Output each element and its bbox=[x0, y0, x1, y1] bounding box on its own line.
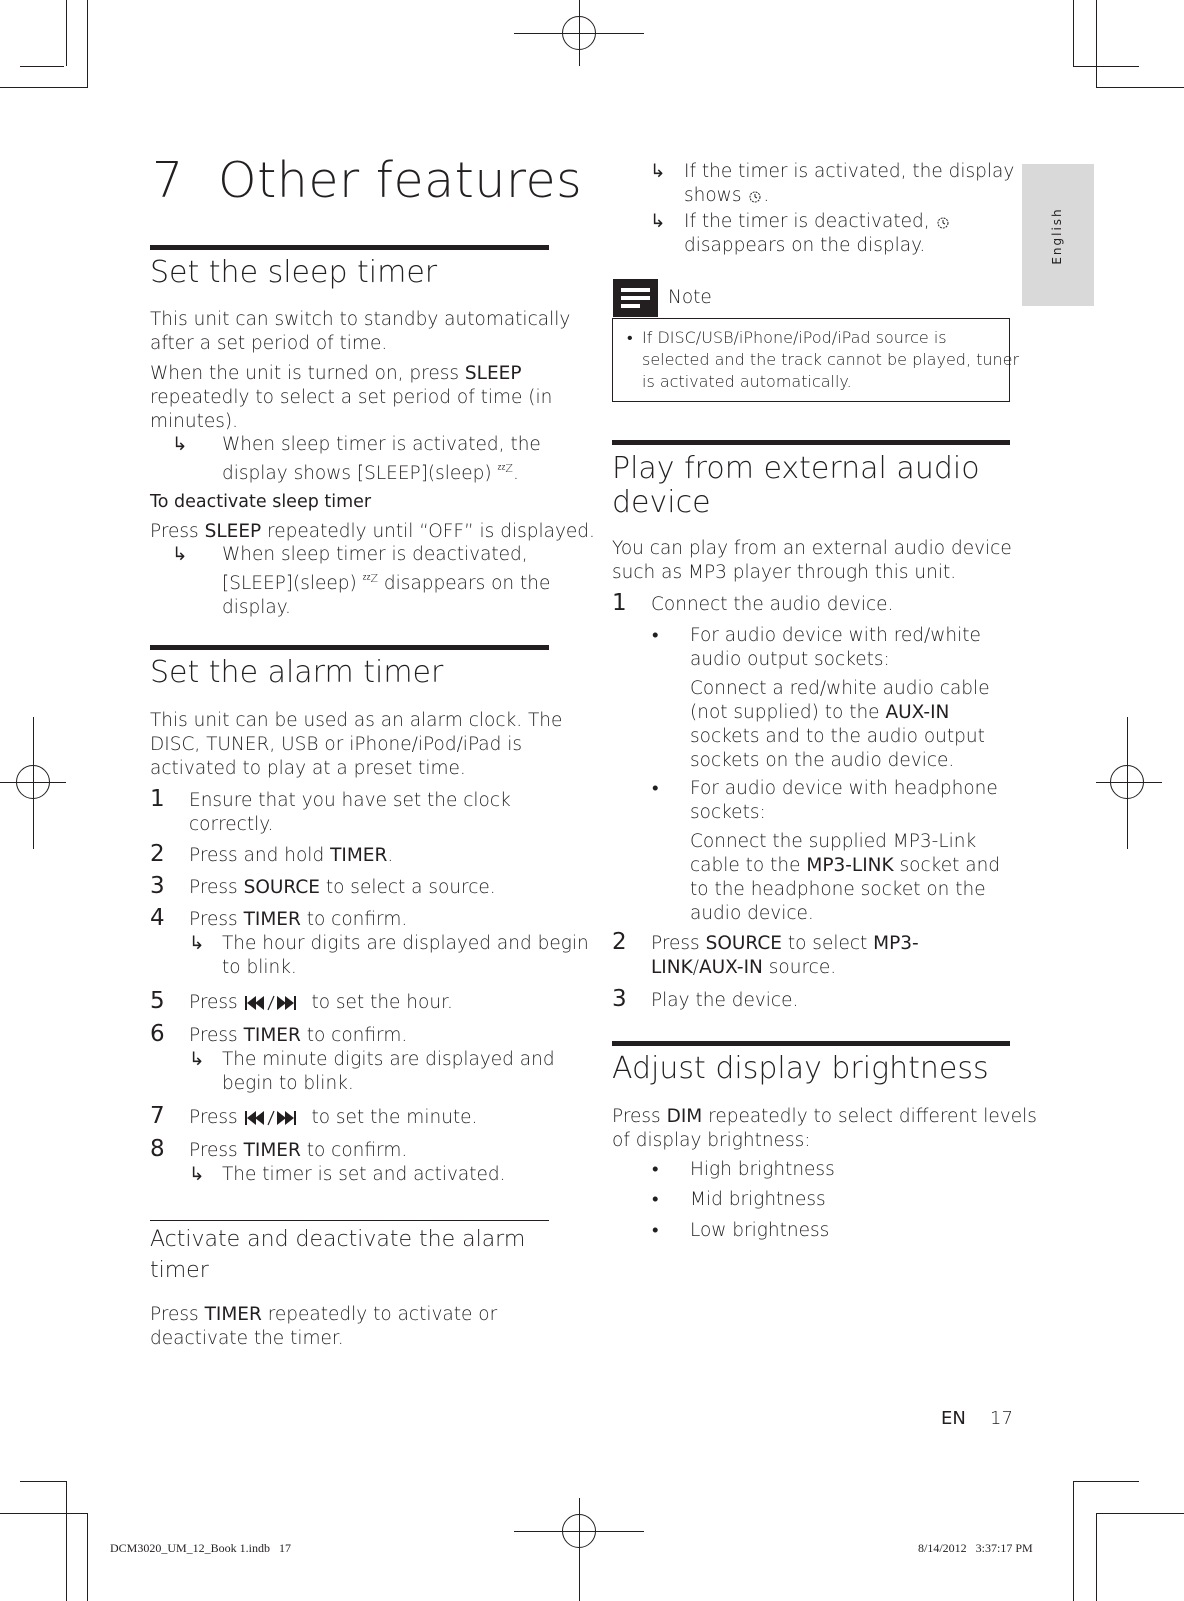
print-slug-date: 8/14/2012 3:37:17 PM bbox=[918, 1541, 1033, 1555]
text-span: to confirm. bbox=[300, 909, 408, 930]
text-span: When the unit is turned on, press bbox=[150, 363, 465, 384]
external-intro bbox=[612, 537, 1012, 585]
key-link: LINK bbox=[651, 957, 693, 978]
step-text bbox=[189, 1024, 407, 1048]
key-sleep: SLEEP bbox=[204, 521, 262, 542]
brightness-instruction bbox=[612, 1105, 1037, 1153]
text-line: audio device. bbox=[690, 903, 814, 924]
bullet-icon: • bbox=[627, 328, 633, 347]
text-line: The hour digits are displayed and begin bbox=[222, 933, 589, 954]
step-text bbox=[189, 991, 453, 1015]
text-span: Press bbox=[189, 1140, 244, 1161]
registration-circle bbox=[562, 16, 596, 50]
note-icon bbox=[613, 279, 658, 317]
crop-mark bbox=[66, 0, 67, 66]
text-line: shows . bbox=[684, 185, 770, 206]
text-line bbox=[651, 932, 919, 956]
text-line: Ensure that you have set the clock bbox=[189, 790, 511, 811]
text-span: Press bbox=[189, 877, 244, 898]
text-line bbox=[150, 362, 552, 386]
sleep-heading: Set the sleep timer bbox=[150, 255, 438, 290]
crop-mark bbox=[1096, 1513, 1097, 1601]
step-number: 7 bbox=[150, 1103, 165, 1129]
text-line: to the headphone socket on the bbox=[690, 879, 986, 900]
step-text bbox=[189, 908, 407, 932]
text-line bbox=[651, 956, 919, 980]
crop-mark bbox=[1096, 0, 1097, 88]
text-line: If DISC/USB/iPhone/iPod/iPad source is bbox=[642, 328, 947, 347]
crop-mark bbox=[66, 1481, 67, 1601]
registration-circle bbox=[16, 765, 50, 799]
text-span: Press bbox=[189, 1107, 244, 1128]
sleep-intro bbox=[150, 308, 570, 356]
step-number: 6 bbox=[150, 1021, 165, 1047]
text-span: Press and hold bbox=[189, 845, 331, 866]
external-audio-heading bbox=[612, 452, 980, 520]
text-span: to confirm. bbox=[300, 1140, 408, 1161]
text-line: DISC, TUNER, USB or iPhone/iPod/iPad is bbox=[150, 734, 523, 755]
crop-mark bbox=[1073, 1481, 1074, 1601]
result-arrow-icon: ↳ bbox=[189, 933, 205, 954]
text-span: Press bbox=[189, 909, 244, 930]
text-span: Press bbox=[150, 521, 205, 542]
text-line: to blink. bbox=[222, 957, 297, 978]
text-line: When sleep timer is deactivated, bbox=[222, 544, 528, 565]
text-line: The timer is set and activated. bbox=[222, 1164, 506, 1185]
text-line bbox=[690, 854, 1000, 878]
brightness-level-label: High brightness bbox=[690, 1159, 835, 1180]
alarm-clock-icon bbox=[747, 188, 763, 204]
chapter-title bbox=[152, 152, 582, 209]
text-line bbox=[222, 567, 550, 596]
step-number: 1 bbox=[150, 786, 165, 812]
language-tab bbox=[1022, 164, 1094, 306]
text-span: Press bbox=[651, 933, 706, 954]
step-number: 3 bbox=[150, 873, 165, 899]
text-line: disappears on the display. bbox=[684, 235, 926, 256]
text-line: The minute digits are displayed and bbox=[222, 1049, 555, 1070]
text-line: When sleep timer is activated, the bbox=[222, 434, 541, 455]
key-mp3: MP3- bbox=[873, 933, 919, 954]
registration-circle bbox=[1110, 765, 1144, 799]
brightness-level-label: Mid brightness bbox=[690, 1189, 826, 1210]
text-span: / bbox=[692, 957, 699, 978]
key-timer: TIMER bbox=[330, 845, 388, 866]
bullet-text bbox=[690, 624, 990, 773]
section-rule bbox=[612, 1041, 1010, 1046]
key-timer: TIMER bbox=[243, 1025, 301, 1046]
step-number: 3 bbox=[612, 986, 627, 1012]
subsection-rule bbox=[150, 1220, 549, 1221]
alarm-heading: Set the alarm timer bbox=[150, 655, 444, 690]
key-timer: TIMER bbox=[243, 1140, 301, 1161]
step-text: Connect the audio device. bbox=[651, 594, 894, 615]
text-line: device bbox=[612, 485, 711, 520]
text-line: This unit can switch to standby automatically bbox=[150, 309, 571, 330]
page-number: 17 bbox=[990, 1408, 1013, 1429]
text-span: source. bbox=[762, 957, 837, 978]
text-line: minutes). bbox=[150, 411, 238, 432]
chapter-number: 7 bbox=[152, 152, 184, 209]
crop-mark bbox=[1073, 66, 1139, 67]
text-line bbox=[612, 1105, 1037, 1129]
text-span: Press bbox=[189, 1025, 244, 1046]
step-text: Play the device. bbox=[651, 990, 799, 1011]
key-aux-in: AUX-IN bbox=[698, 957, 763, 978]
key-timer: TIMER bbox=[204, 1304, 262, 1325]
deactivate-sleep-instruction bbox=[150, 520, 595, 544]
text-line: such as MP3 player through this unit. bbox=[612, 562, 957, 583]
text-span: display shows [SLEEP](sleep) bbox=[222, 463, 498, 485]
step-number: 2 bbox=[150, 841, 165, 867]
result-arrow-icon: ↳ bbox=[189, 1049, 205, 1070]
chapter-title-text: Other features bbox=[218, 152, 583, 209]
crop-mark bbox=[0, 87, 88, 88]
text-span: to set the hour. bbox=[305, 992, 453, 1013]
text-span: to select bbox=[781, 933, 874, 954]
text-span: to confirm. bbox=[300, 1025, 408, 1046]
text-span: Press bbox=[150, 1304, 205, 1325]
text-line: Connect the supplied MP3-Link bbox=[690, 831, 977, 852]
text-line: of display brightness: bbox=[612, 1130, 811, 1151]
key-mp3-link: MP3-LINK bbox=[806, 855, 894, 876]
registration-circle bbox=[562, 1514, 596, 1548]
note-label: Note bbox=[668, 287, 712, 308]
crop-mark bbox=[1096, 87, 1184, 88]
text-line: sockets and to the audio output bbox=[690, 726, 985, 747]
step-number: 1 bbox=[612, 590, 627, 616]
text-line: correctly. bbox=[189, 814, 274, 835]
step-number: 2 bbox=[612, 929, 627, 955]
text-line: is activated automatically. bbox=[642, 372, 852, 391]
text-line: For audio device with headphone bbox=[690, 778, 998, 799]
section-rule bbox=[150, 245, 549, 250]
text-span: repeatedly to select different levels bbox=[702, 1106, 1037, 1127]
bullet-icon: • bbox=[652, 778, 659, 799]
step-text bbox=[189, 1106, 477, 1130]
text-span: to select a source. bbox=[319, 877, 496, 898]
text-span: repeatedly until “OFF” is displayed. bbox=[261, 521, 595, 542]
step-text bbox=[189, 789, 511, 837]
step-number: 4 bbox=[150, 905, 165, 931]
sleep-instruction bbox=[150, 362, 552, 434]
text-span: repeatedly to activate or bbox=[261, 1304, 498, 1325]
prev-next-icon bbox=[244, 995, 306, 1011]
text-line bbox=[684, 210, 951, 234]
crop-mark bbox=[87, 0, 88, 88]
bullet-icon: • bbox=[652, 1159, 659, 1180]
section-rule bbox=[612, 440, 1010, 445]
text-line: This unit can be used as an alarm clock. The bbox=[150, 710, 563, 731]
result-text bbox=[684, 210, 951, 258]
result-text bbox=[222, 1163, 506, 1187]
prev-next-icon bbox=[244, 1110, 306, 1126]
section-rule bbox=[150, 645, 549, 650]
activate-alarm-instruction bbox=[150, 1303, 497, 1351]
result-text bbox=[222, 433, 541, 486]
result-arrow-icon: ↳ bbox=[650, 161, 666, 182]
text-line: audio output sockets: bbox=[690, 649, 890, 670]
result-arrow-icon: ↳ bbox=[189, 1164, 205, 1185]
text-line: activated to play at a preset time. bbox=[150, 758, 466, 779]
result-text bbox=[222, 932, 589, 980]
result-arrow-icon: ↳ bbox=[172, 434, 188, 455]
text-line: sockets on the audio device. bbox=[690, 750, 955, 771]
brightness-heading: Adjust display brightness bbox=[612, 1051, 989, 1086]
text-line: Play from external audio bbox=[612, 451, 980, 486]
step-text bbox=[651, 932, 919, 980]
text-line: If the timer is activated, the display bbox=[684, 161, 1015, 182]
text-span: Press bbox=[189, 992, 244, 1013]
text-line: begin to blink. bbox=[222, 1073, 354, 1094]
deactivate-sleep-heading: To deactivate sleep timer bbox=[150, 492, 372, 512]
text-line: Connect a red/white audio cable bbox=[690, 678, 990, 699]
crop-mark bbox=[1073, 1481, 1139, 1482]
text-span: to set the minute. bbox=[305, 1107, 478, 1128]
text-span: [SLEEP](sleep) bbox=[222, 573, 363, 595]
bullet-icon: • bbox=[652, 1220, 659, 1241]
bullet-icon: • bbox=[652, 625, 659, 646]
result-text bbox=[684, 160, 1014, 208]
text-span: . bbox=[387, 845, 394, 866]
text-line: repeatedly to select a set period of time (in bbox=[150, 387, 553, 408]
text-span: shows bbox=[684, 185, 748, 206]
text-line: selected and the track cannot be played, tuner bbox=[642, 350, 1020, 369]
result-text bbox=[222, 543, 550, 620]
text-line: display. bbox=[222, 597, 291, 619]
note-body bbox=[642, 327, 1020, 393]
alarm-clock-icon bbox=[935, 214, 951, 230]
step-number: 5 bbox=[150, 988, 165, 1014]
activate-alarm-heading bbox=[150, 1224, 525, 1286]
key-timer: TIMER bbox=[243, 909, 301, 930]
text-line bbox=[690, 701, 990, 725]
key-source: SOURCE bbox=[243, 877, 320, 898]
text-span: disappears on the bbox=[378, 573, 551, 595]
text-line: sockets: bbox=[690, 802, 766, 823]
crop-mark bbox=[0, 1513, 88, 1514]
text-span: socket and bbox=[893, 855, 1001, 876]
text-span: (not supplied) to the bbox=[690, 702, 886, 723]
language-tab-label: English bbox=[1050, 207, 1064, 265]
step-number: 8 bbox=[150, 1136, 165, 1162]
crop-mark bbox=[1073, 0, 1074, 66]
brightness-level-label: Low brightness bbox=[690, 1220, 830, 1241]
key-sleep: SLEEP bbox=[464, 363, 522, 384]
crop-mark bbox=[20, 1481, 66, 1482]
key-dim: DIM bbox=[666, 1106, 703, 1127]
text-span: If the timer is deactivated, bbox=[684, 211, 936, 232]
text-line: Activate and deactivate the alarm bbox=[150, 1227, 526, 1252]
crop-mark bbox=[1096, 1513, 1184, 1514]
sleep-zzz-icon: ᶻᶻZ bbox=[362, 572, 379, 585]
text-line: after a set period of time. bbox=[150, 333, 388, 354]
text-line: timer bbox=[150, 1258, 209, 1283]
result-text bbox=[222, 1048, 555, 1096]
text-line: You can play from an external audio device bbox=[612, 538, 1012, 559]
text-line: display shows [SLEEP](sleep) $^{ᶻᶻZ}$. bbox=[222, 462, 519, 485]
result-arrow-icon: ↳ bbox=[172, 544, 188, 565]
step-text bbox=[189, 876, 496, 900]
result-arrow-icon: ↳ bbox=[650, 211, 666, 232]
text-span: cable to the bbox=[690, 855, 807, 876]
crop-mark bbox=[20, 66, 64, 67]
crop-mark bbox=[87, 1513, 88, 1601]
key-source: SOURCE bbox=[705, 933, 782, 954]
step-text bbox=[189, 844, 393, 868]
key-aux-in: AUX-IN bbox=[885, 702, 950, 723]
text-line bbox=[150, 1303, 497, 1327]
text-span: Press bbox=[612, 1106, 667, 1127]
bullet-icon: • bbox=[652, 1189, 659, 1210]
print-slug-file: DCM3020_UM_12_Book 1.indb 17 bbox=[110, 1541, 292, 1555]
sleep-zzz-icon: ᶻᶻZ bbox=[497, 462, 513, 475]
step-text bbox=[189, 1139, 407, 1163]
text-line: For audio device with red/white bbox=[690, 625, 981, 646]
text-line: deactivate the timer. bbox=[150, 1328, 344, 1349]
footer-language: EN bbox=[941, 1408, 966, 1429]
bullet-text bbox=[690, 777, 1000, 926]
alarm-intro bbox=[150, 709, 562, 781]
